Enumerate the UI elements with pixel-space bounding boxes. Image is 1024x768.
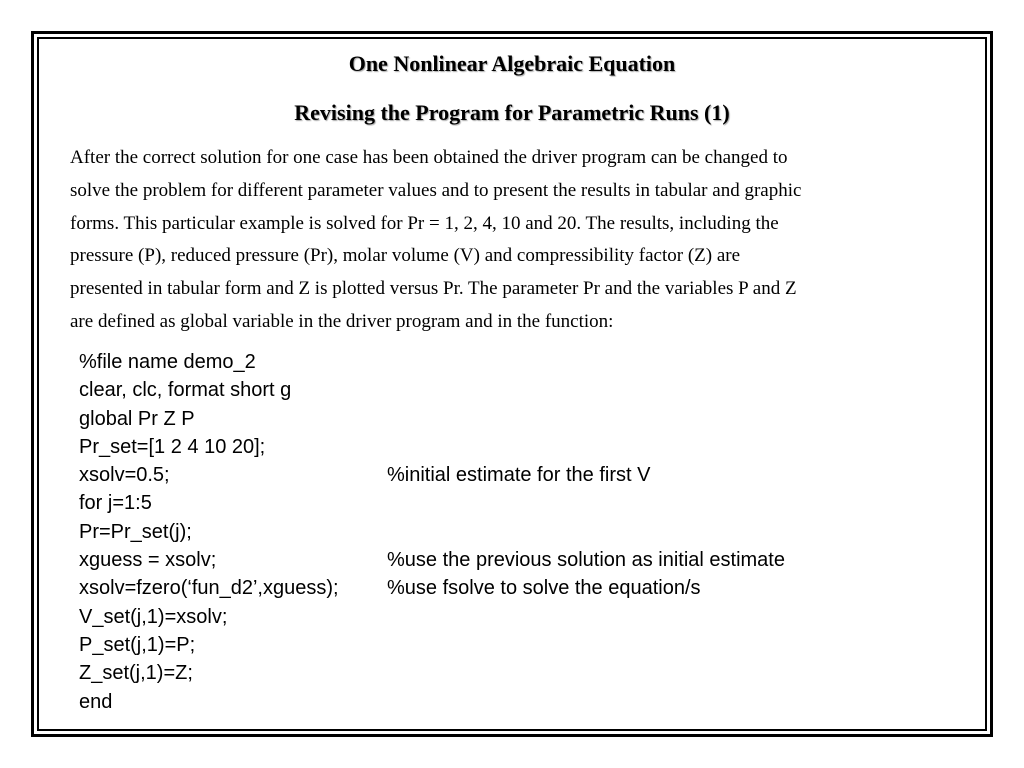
code-statement: for j=1:5 (79, 492, 152, 515)
code-line (79, 518, 959, 546)
code-statement: xsolv=fzero(‘fun_d2’,xguess); (79, 577, 339, 600)
code-statement: Pr_set=[1 2 4 10 20]; (79, 435, 266, 458)
code-statement: P_set(j,1)=P; (79, 633, 196, 656)
paragraph-line: After the correct solution for one case has been obtained the driver program can be changed to (70, 147, 788, 168)
code-line (79, 433, 959, 461)
code-line (79, 603, 959, 631)
code-statement: xguess = xsolv; (79, 549, 217, 572)
code-line (79, 631, 959, 659)
code-line (79, 574, 959, 602)
code-statement: end (79, 690, 113, 713)
code-statement: xsolv=0.5; (79, 464, 170, 487)
code-line (79, 688, 959, 716)
code-statement: V_set(j,1)=xsolv; (79, 605, 228, 628)
code-listing (79, 348, 959, 716)
code-statement: clear, clc, format short g (79, 379, 292, 402)
code-line (79, 546, 959, 574)
code-line (79, 348, 959, 376)
code-line (79, 376, 959, 404)
code-statement: Pr=Pr_set(j); (79, 520, 192, 543)
description-paragraph (70, 142, 970, 339)
paragraph-line: forms. This particular example is solved for Pr = 1, 2, 4, 10 and 20. The results, including the (70, 212, 779, 234)
code-line (79, 489, 959, 517)
paragraph-line: pressure (P), reduced pressure (Pr), molar volume (V) and compressibility factor (Z) are (70, 245, 741, 267)
paragraph-line: solve the problem for different parameter values and to present the results in tabular and graphic (70, 179, 802, 201)
code-comment: %initial estimate for the first V (387, 464, 651, 487)
slide-title: One Nonlinear Algebraic Equation (348, 51, 676, 76)
code-line (79, 659, 959, 687)
code-comment: %use fsolve to solve the equation/s (387, 577, 701, 600)
code-line (79, 405, 959, 433)
code-statement: %file name demo_2 (79, 351, 256, 373)
paragraph-line: presented in tabular form and Z is plotted versus Pr. The parameter Pr and the variables P and Z (70, 278, 797, 300)
code-statement: Z_set(j,1)=Z; (79, 662, 193, 685)
paragraph-line: are defined as global variable in the driver program and in the function: (70, 310, 614, 332)
code-line (79, 461, 959, 489)
code-statement: global Pr Z P (79, 407, 195, 430)
code-comment: %use the previous solution as initial estimate (387, 549, 785, 572)
slide-subtitle: Revising the Program for Parametric Runs (1) (294, 100, 730, 125)
